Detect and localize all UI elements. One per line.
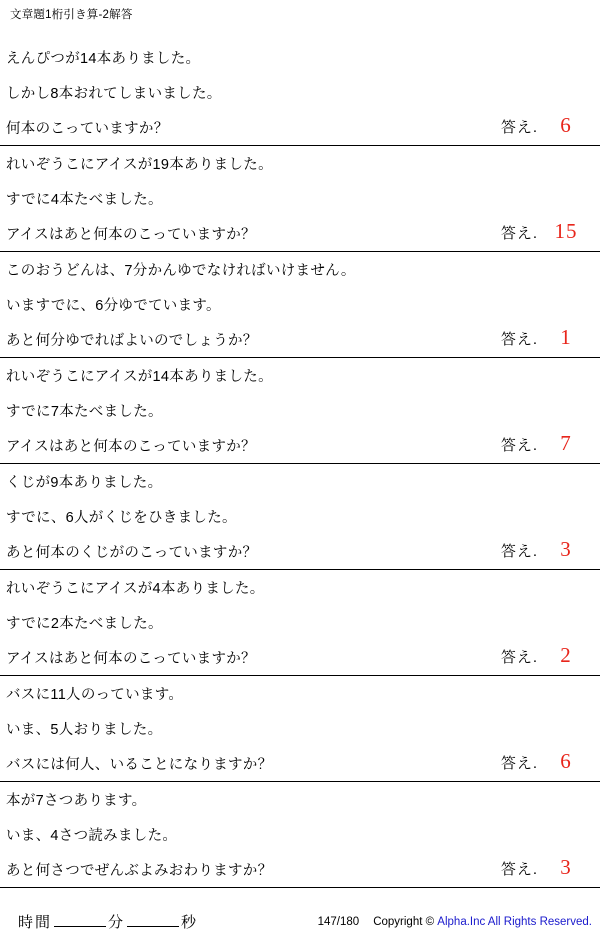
problem-question-text: あと何さつでぜんぶよみおわりますか？ xyxy=(6,863,273,879)
problem-question-text: アイスはあと何本のこっていますか？ xyxy=(6,227,256,243)
problem-line xyxy=(0,252,600,287)
answer-value: 3 xyxy=(560,855,572,879)
problem-line xyxy=(0,75,600,110)
problem-question-line xyxy=(0,534,600,570)
problem-line-text: いま、4さつ読みました。 xyxy=(6,828,178,844)
problem-line xyxy=(0,358,600,393)
problem-line-text: バスに11人のっています。 xyxy=(6,687,184,703)
answer-group xyxy=(501,113,594,143)
problem-line-text: れいぞうこにアイスが19本ありました。 xyxy=(6,157,273,173)
problem-item xyxy=(0,464,600,570)
answer-value: 3 xyxy=(560,537,572,561)
problem-line-text: れいぞうこにアイスが4本ありました。 xyxy=(6,581,265,597)
problem-question-text: アイスはあと何本のこっていますか？ xyxy=(6,439,256,455)
footer-credits xyxy=(318,916,592,928)
problem-item xyxy=(0,40,600,146)
answer-group xyxy=(501,855,594,885)
problem-line xyxy=(0,676,600,711)
seconds-unit-label: 秒 xyxy=(181,914,199,931)
answer-group xyxy=(501,431,594,461)
problem-line xyxy=(0,181,600,216)
problem-line-text: 本が7さつあります。 xyxy=(6,793,147,809)
time-record-field xyxy=(18,911,198,932)
problem-question-line xyxy=(0,640,600,676)
problem-question-text: 何本のこっていますか？ xyxy=(6,121,169,137)
answer-group xyxy=(501,219,594,249)
problem-line xyxy=(0,40,600,75)
answer-value: 1 xyxy=(560,325,572,349)
problem-question-line xyxy=(0,852,600,888)
problem-line-text: いますでに、6分ゆでています。 xyxy=(6,298,221,314)
problem-item xyxy=(0,358,600,464)
answer-group xyxy=(501,643,594,673)
answer-group xyxy=(501,325,594,355)
problem-line xyxy=(0,711,600,746)
answer-value: 6 xyxy=(560,113,572,137)
problem-item xyxy=(0,676,600,782)
problem-item xyxy=(0,146,600,252)
minutes-blank[interactable] xyxy=(54,912,106,927)
copyright-text: Copyright © xyxy=(373,916,435,928)
problem-line-text: すでに4本たべました。 xyxy=(6,192,163,208)
problem-line xyxy=(0,393,600,428)
problem-line xyxy=(0,605,600,640)
page-number: 147/180 xyxy=(317,916,360,928)
problem-line-text: いま、5人おりました。 xyxy=(6,722,163,738)
problem-line-text: えんぴつが14本ありました。 xyxy=(6,51,201,67)
answer-value: 7 xyxy=(560,431,572,455)
answer-label: 答え. xyxy=(500,861,538,878)
problem-line xyxy=(0,146,600,181)
problem-line-text: くじが9本ありました。 xyxy=(6,475,163,491)
problem-question-line xyxy=(0,746,600,782)
problem-list xyxy=(0,40,600,888)
problem-question-text: アイスはあと何本のこっていますか？ xyxy=(6,651,256,667)
brand-text: Alpha.Inc All Rights Reserved. xyxy=(437,916,592,928)
answer-group xyxy=(501,749,594,779)
problem-line xyxy=(0,817,600,852)
problem-question-text: あと何本のくじがのこっていますか？ xyxy=(6,545,258,561)
problem-question-line xyxy=(0,322,600,358)
answer-label: 答え. xyxy=(500,649,538,666)
problem-line-text: すでに7本たべました。 xyxy=(6,404,163,420)
answer-label: 答え. xyxy=(500,755,538,772)
problem-question-line xyxy=(0,428,600,464)
answer-group xyxy=(501,537,594,567)
answer-value: 15 xyxy=(554,219,578,243)
seconds-blank[interactable] xyxy=(127,912,179,927)
problem-line-text: すでに2本たべました。 xyxy=(6,616,163,632)
problem-question-text: あと何分ゆでればよいのでしょうか？ xyxy=(6,333,258,349)
problem-line xyxy=(0,499,600,534)
problem-line xyxy=(0,287,600,322)
answer-label: 答え. xyxy=(500,543,538,560)
answer-value: 6 xyxy=(560,749,572,773)
time-label: 時間 xyxy=(18,914,53,931)
problem-line xyxy=(0,464,600,499)
problem-line-text: すでに、6人がくじをひきました。 xyxy=(6,510,237,526)
problem-question-line xyxy=(0,110,600,146)
answer-label: 答え. xyxy=(500,437,538,454)
problem-line-text: このおうどんは、7分かんゆでなければいけません。 xyxy=(6,263,356,279)
answer-label: 答え. xyxy=(500,331,538,348)
problem-line xyxy=(0,782,600,817)
answer-label: 答え. xyxy=(500,119,538,136)
problem-item xyxy=(0,252,600,358)
page-footer xyxy=(0,903,600,949)
problem-item xyxy=(0,782,600,888)
answer-value: 2 xyxy=(560,643,572,667)
problem-line xyxy=(0,570,600,605)
problem-item xyxy=(0,570,600,676)
problem-line-text: しかし8本おれてしまいました。 xyxy=(6,86,222,102)
problem-line-text: れいぞうこにアイスが14本ありました。 xyxy=(6,369,273,385)
problem-question-text: バスには何人、いることになりますか？ xyxy=(6,757,273,773)
answer-label: 答え. xyxy=(500,225,538,242)
minutes-unit-label: 分 xyxy=(108,914,126,931)
problem-question-line xyxy=(0,216,600,252)
page-title: 文章題1桁引き算-2解答 xyxy=(10,9,133,21)
